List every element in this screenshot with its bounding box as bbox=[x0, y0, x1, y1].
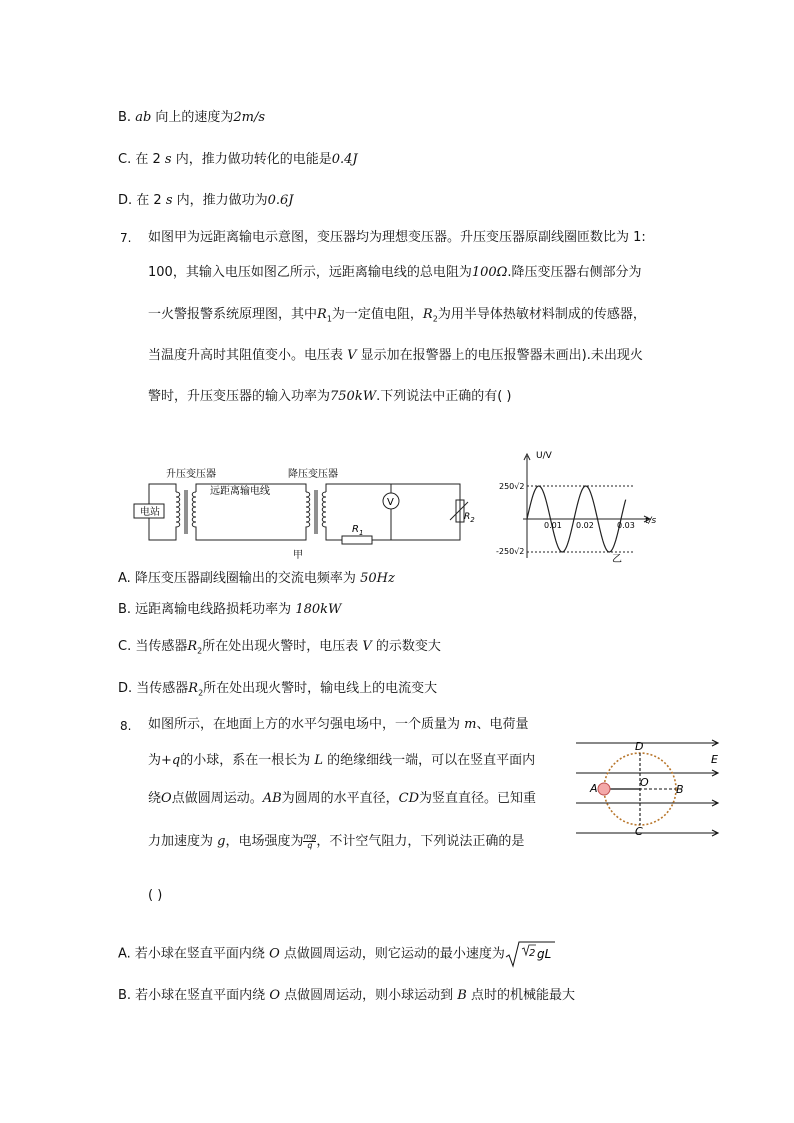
text: C. 当传感器 bbox=[118, 639, 188, 654]
r1-label: $R_1$ bbox=[352, 524, 364, 537]
charged-ball bbox=[598, 783, 610, 795]
sqrt-expression bbox=[505, 940, 555, 968]
text: 为一定值电阻， bbox=[331, 307, 423, 322]
var-o: O bbox=[269, 988, 280, 1003]
var-q: +q bbox=[161, 753, 181, 768]
var-r: R bbox=[422, 307, 433, 322]
text: 的示数变大 bbox=[371, 639, 441, 654]
step-up-label: 升压变压器 bbox=[166, 469, 216, 480]
q8-stem-line3 bbox=[148, 789, 536, 809]
q7-stem-line3 bbox=[148, 305, 646, 330]
var-r: R bbox=[187, 639, 198, 654]
option-label: B. bbox=[118, 110, 136, 125]
figure-caption-yi: 乙 bbox=[612, 554, 622, 565]
text: 为用半导体热敏材料制成的传感器， bbox=[437, 307, 646, 322]
x-tick: 0.02 bbox=[576, 521, 594, 530]
text: 为圆周的水平直径， bbox=[281, 791, 399, 806]
y-tick-positive: 250√2 bbox=[499, 482, 525, 491]
text: 警时，升压变压器的输入功率为 bbox=[148, 389, 331, 404]
field-e-label: E bbox=[711, 753, 718, 766]
radical-sign-icon bbox=[505, 940, 555, 968]
figure-q8-field bbox=[572, 735, 724, 847]
text: 100，其输入电压如图乙所示，远距离输电线的总电阻为 bbox=[148, 265, 472, 280]
q8-stem-line4 bbox=[148, 832, 524, 852]
q7-stem-line1: 如图甲为远距离输电示意图，变压器均为理想变压器。升压变压器原副线圈匝数比为 1: bbox=[148, 230, 646, 245]
numerator: mg bbox=[303, 832, 317, 841]
y-axis-label: U/V bbox=[536, 451, 552, 461]
denominator: q bbox=[307, 841, 313, 850]
q7-option-d bbox=[118, 679, 437, 704]
text: 当温度升高时其阻值变小。电压表 bbox=[148, 348, 348, 363]
var-ab: ab bbox=[135, 110, 152, 125]
var-v: V bbox=[347, 348, 357, 363]
text: .降压变压器右侧部分为 bbox=[507, 265, 642, 280]
station-label: 电站 bbox=[140, 507, 160, 518]
resistor-r1 bbox=[342, 536, 372, 544]
text: 显示加在报警器上的电压报警器未画出).未出现火 bbox=[356, 348, 643, 363]
y-tick-negative: -250√2 bbox=[496, 547, 525, 556]
text: 如图所示，在地面上方的水平匀强电场中，一个质量为 bbox=[148, 717, 465, 732]
question-number: 8. bbox=[120, 719, 132, 733]
q7-option-c bbox=[118, 637, 441, 662]
text: 点时的机械能最大 bbox=[466, 988, 575, 1003]
point-b-label: B bbox=[676, 783, 684, 796]
q6-option-b bbox=[118, 108, 265, 128]
q7-stem-line5 bbox=[148, 387, 512, 407]
voltmeter-label: V bbox=[387, 497, 394, 508]
text: 为 bbox=[148, 753, 162, 768]
text: 绕 bbox=[148, 791, 162, 806]
q7-option-a bbox=[118, 569, 395, 589]
text: .下列说法中正确的有( ) bbox=[376, 389, 512, 404]
text: 力加速度为 bbox=[148, 834, 218, 849]
var-b: B bbox=[457, 988, 467, 1003]
value: 2m/s bbox=[233, 110, 266, 125]
question-number: 7. bbox=[120, 231, 132, 245]
text: 所在处出现火警时，输电线上的电流变大 bbox=[203, 681, 438, 696]
var-ab: AB bbox=[262, 791, 282, 806]
point-o-label: O bbox=[640, 776, 649, 789]
text: 所在处出现火警时，电压表 bbox=[202, 639, 363, 654]
q6-option-c bbox=[118, 150, 358, 170]
var-v: V bbox=[362, 639, 372, 654]
text: 为竖直直径。已知重 bbox=[419, 791, 537, 806]
q7-option-b bbox=[118, 600, 341, 620]
value: 50Hz bbox=[360, 571, 395, 586]
text: B. 若小球在竖直平面内绕 bbox=[118, 988, 270, 1003]
text: 的小球，系在一根长为 bbox=[180, 753, 315, 768]
q7-stem-line2 bbox=[148, 263, 642, 283]
subscript: 2 bbox=[197, 646, 203, 656]
x-tick: 0.03 bbox=[617, 521, 635, 530]
text: A. 若小球在竖直平面内绕 bbox=[118, 946, 270, 962]
text: ，电场强度为 bbox=[225, 834, 304, 849]
x-axis-label: t/s bbox=[645, 516, 657, 526]
var-o: O bbox=[269, 946, 280, 962]
text: ，不计空气阻力，下列说法正确的是 bbox=[316, 834, 525, 849]
point-c-label: C bbox=[635, 825, 643, 838]
value: 0.6J bbox=[267, 193, 294, 208]
radicand: gL bbox=[536, 947, 552, 961]
text: D. 当传感器 bbox=[118, 681, 189, 696]
subscript: 2 bbox=[432, 314, 438, 324]
unit: s bbox=[164, 152, 172, 167]
text: 点做圆周运动。 bbox=[171, 791, 263, 806]
text: 点做圆周运动，则小球运动到 bbox=[280, 988, 458, 1003]
unit: s bbox=[165, 193, 173, 208]
var-g: g bbox=[217, 834, 226, 849]
value: 0.4J bbox=[331, 152, 358, 167]
text: 一火警报警系统原理图，其中 bbox=[148, 307, 318, 322]
r2-label: $R_2$ bbox=[464, 512, 475, 524]
text: 的绝缘细线一端，可以在竖直平面内 bbox=[323, 753, 536, 768]
option-text: 内，推力做功转化的电能是 bbox=[171, 152, 332, 167]
var-o: O bbox=[161, 791, 172, 806]
text: 、电荷量 bbox=[476, 717, 529, 732]
point-a-label: A bbox=[590, 782, 598, 795]
figure-jia-circuit bbox=[130, 462, 475, 562]
q8-stem-line2 bbox=[148, 751, 535, 771]
figure-yi-graph bbox=[495, 446, 675, 564]
text: A. 降压变压器副线圈输出的交流电频率为 bbox=[118, 571, 361, 586]
x-tick: 0.01 bbox=[544, 521, 562, 530]
var-m: m bbox=[464, 717, 477, 732]
option-label: C. 在 2 bbox=[118, 152, 165, 167]
step-down-label: 降压变压器 bbox=[288, 469, 338, 480]
q6-option-d bbox=[118, 191, 294, 211]
option-text: 内，推力做功为 bbox=[172, 193, 268, 208]
figure-caption-jia: 甲 bbox=[293, 550, 303, 561]
value: 750kW bbox=[330, 389, 377, 404]
option-text: 向上的速度为 bbox=[151, 110, 234, 125]
subscript: 1 bbox=[326, 314, 332, 324]
q8-answer-bracket: ( ) bbox=[148, 888, 163, 903]
value: 180kW bbox=[295, 602, 342, 617]
subscript: 2 bbox=[198, 688, 204, 698]
point-d-label: D bbox=[635, 740, 644, 753]
line-label: 远距离输电线 bbox=[210, 486, 270, 497]
q8-option-a bbox=[118, 940, 555, 968]
q8-stem-line1 bbox=[148, 715, 528, 735]
fraction-mg-over-q bbox=[303, 833, 316, 850]
var-r: R bbox=[317, 307, 327, 322]
text: 点做圆周运动，则它运动的最小速度为 bbox=[279, 946, 505, 962]
q8-option-b bbox=[118, 986, 575, 1006]
q7-stem-line4 bbox=[148, 346, 672, 366]
var-r: R bbox=[188, 681, 199, 696]
option-label: D. 在 2 bbox=[118, 193, 166, 208]
var-l: L bbox=[314, 753, 324, 768]
radicand-coef: 2 bbox=[528, 948, 536, 959]
text: B. 远距离输电线路损耗功率为 bbox=[118, 602, 296, 617]
value: 100Ω bbox=[471, 265, 508, 280]
var-cd: CD bbox=[398, 791, 420, 806]
